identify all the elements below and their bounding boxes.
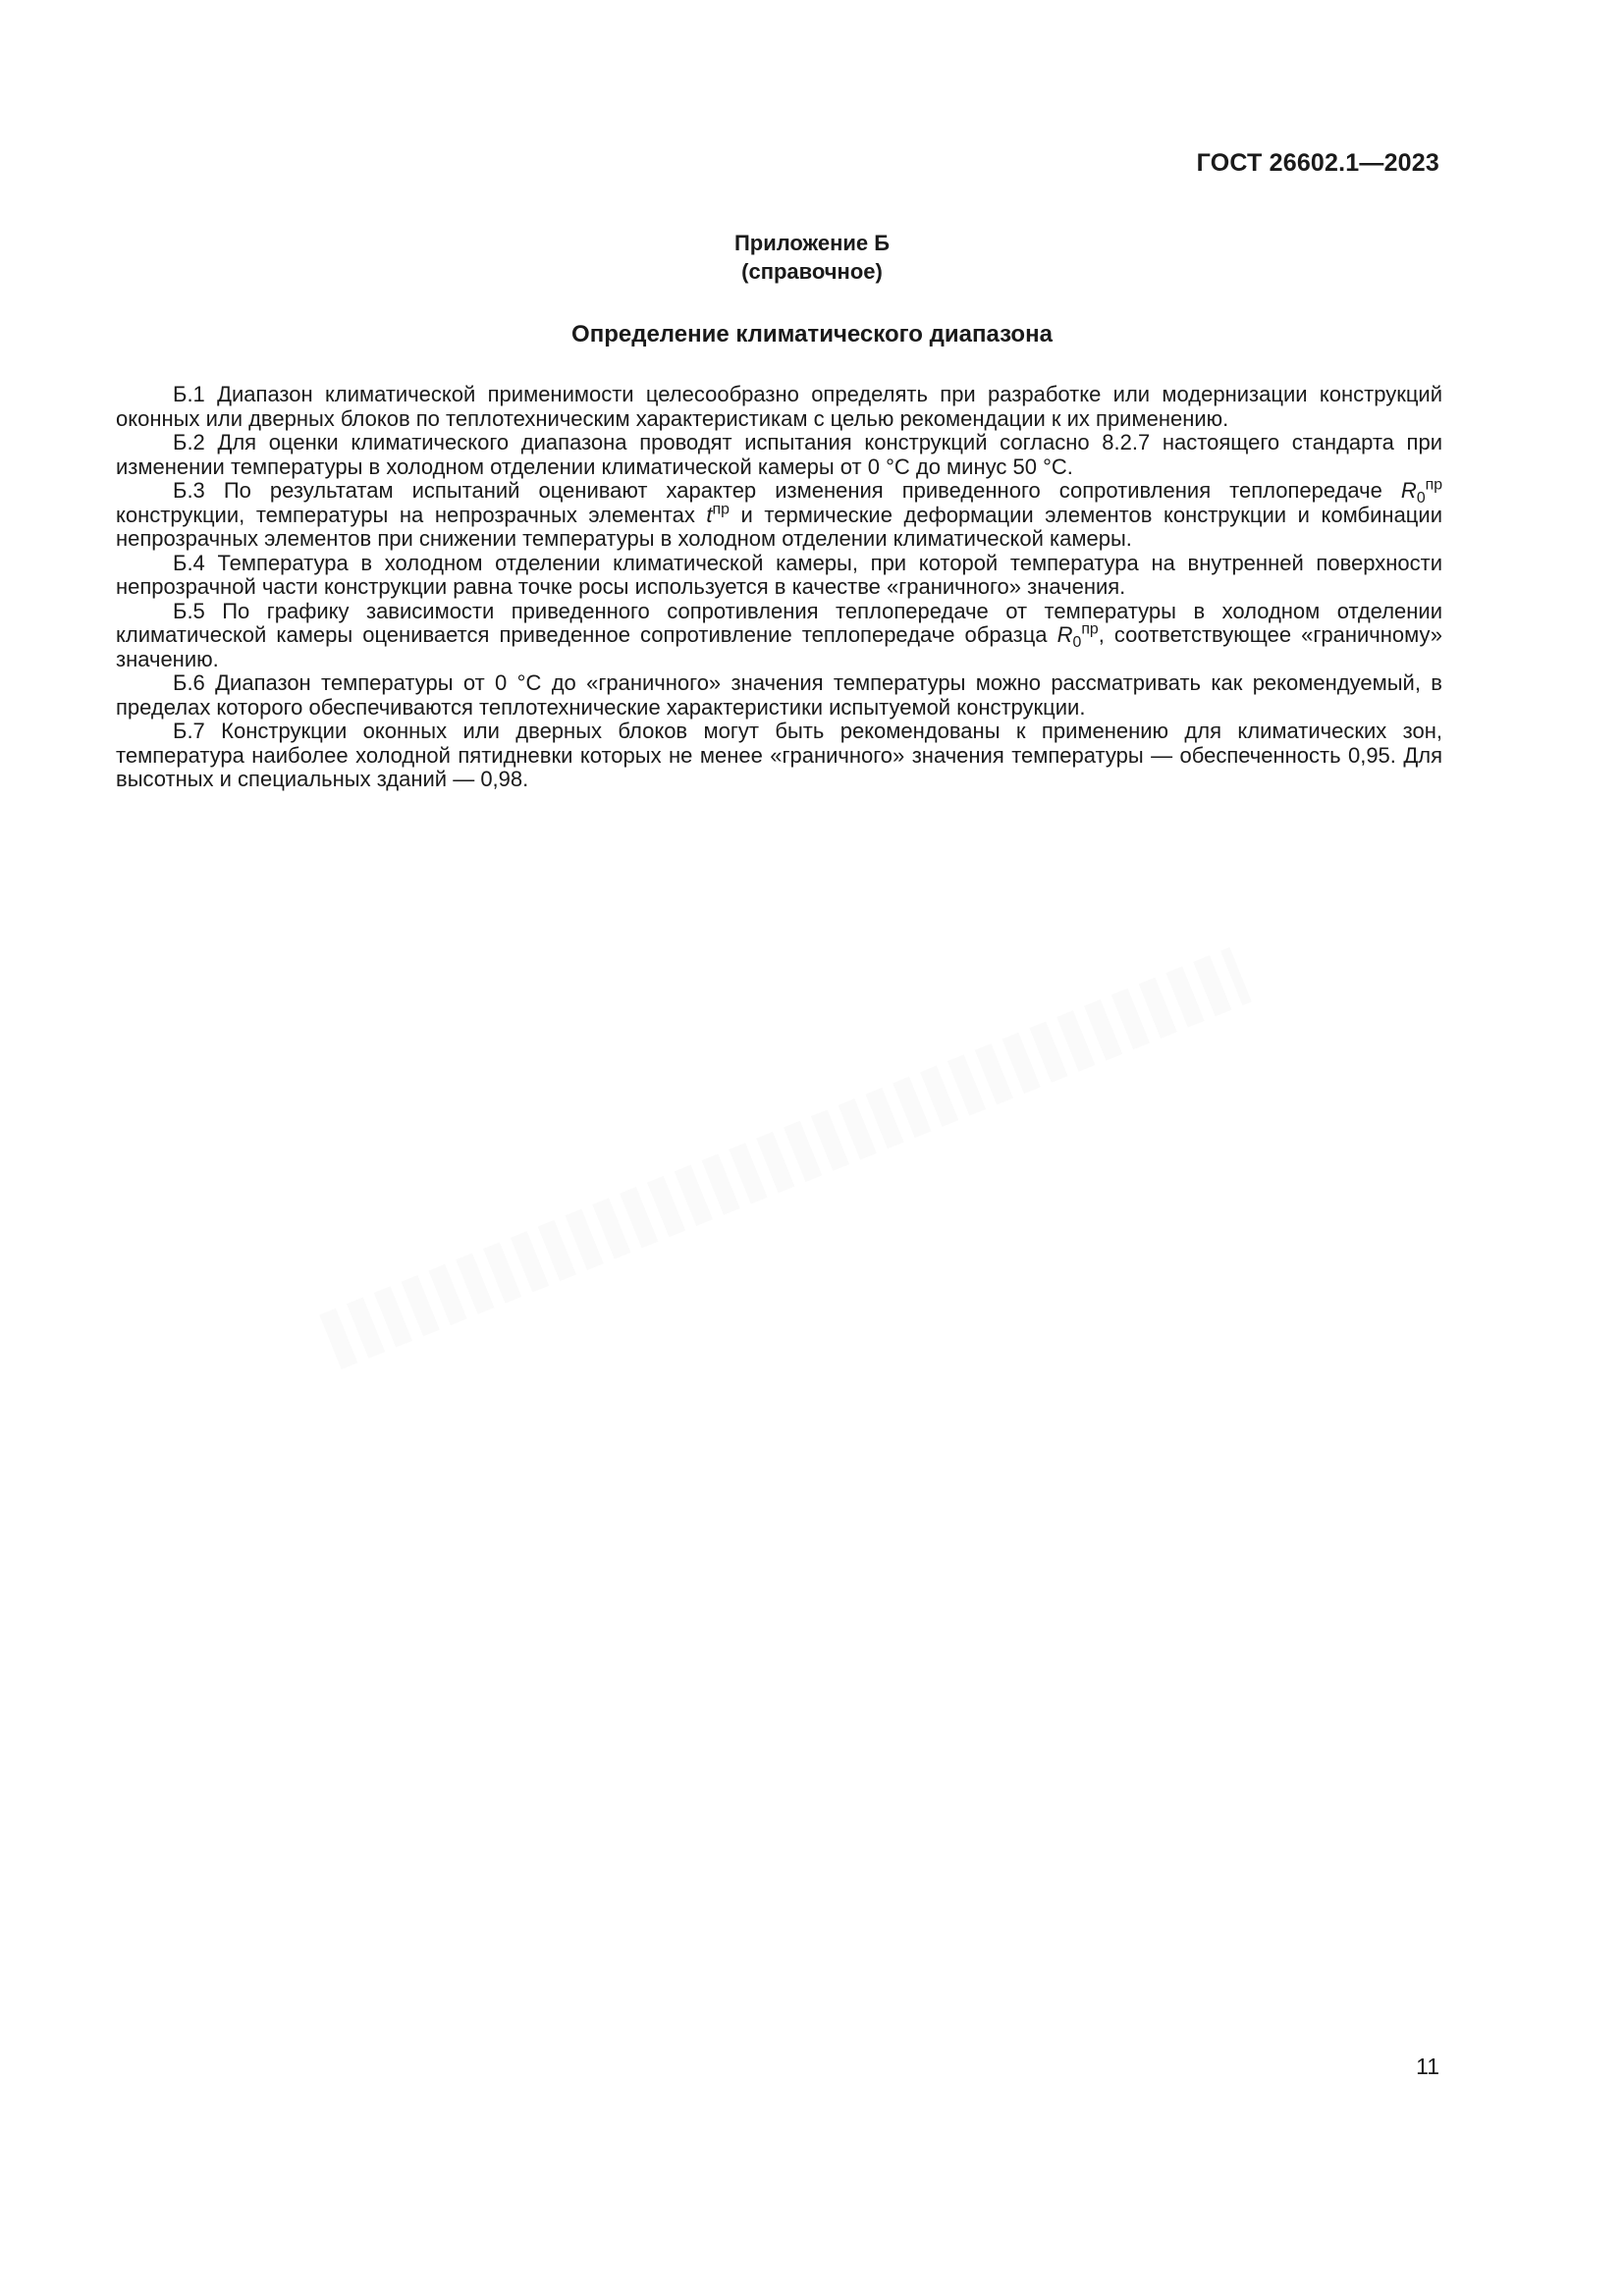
background-watermark: [319, 947, 1252, 1369]
paragraph-b5-part1: Б.5 По графику зависимости приведенного сопротивления теплопередаче от температуры в холодном отделении климатической камеры оценивается приведенное сопротивление теплопередаче образца: [116, 598, 1442, 647]
paragraph-b1: Б.1 Диапазон климатической применимости целесообразно определять при разработке или модернизации конструкций оконных или дверных блоков по теплотехническим характеристикам с целью рекомендации к их применению.: [116, 382, 1442, 431]
paragraph-b7: Б.7 Конструкции оконных или дверных блоков могут быть рекомендованы к применению для климатических зон, температура наиболее холодной пятидневки которых не менее «граничного» значения температуры — обеспеченность 0,95. Для высотных и специальных зданий — 0,98.: [116, 719, 1442, 791]
paragraph-b6: Б.6 Диапазон температуры от 0 °С до «граничного» значения температуры можно рассматривать как рекомендуемый, в пределах которого обеспечиваются теплотехнические характеристики испытуемой конструкции.: [116, 670, 1442, 720]
paragraph-b3-part2: конструкции, температуры на непрозрачных элементах: [116, 502, 695, 527]
paragraph-b4: Б.4 Температура в холодном отделении климатической камеры, при которой температура на внутренней поверхности непрозрачной части конструкции равна точке росы используется в качестве «граничного» значения.: [116, 550, 1442, 599]
paragraph-b5-part2: , соответствующее «граничному» значению.: [116, 622, 1442, 671]
symbol-r0-pr: $R_0^{пр}$: [1400, 476, 1442, 507]
section-title: Определение климатического диапазона: [571, 321, 1053, 347]
page-number: 11: [1416, 2054, 1439, 2079]
paragraph-b3-part3: и термические деформации элементов конструкции и комбинации непрозрачных элементов при снижении температуры в холодном отделении климатической камеры.: [116, 502, 1442, 551]
annex-title: Приложение Б: [733, 231, 891, 255]
annex-heading: [0, 229, 1624, 286]
symbol-t-pr: $t^{пр}$: [706, 500, 730, 527]
body-text: [116, 383, 1442, 792]
document-code: ГОСТ 26602.1—2023: [1196, 149, 1439, 177]
paragraph-b3: [116, 476, 1442, 552]
symbol-r0-pr: $R_0^{пр}$: [1056, 620, 1099, 651]
paragraph-b2: Б.2 Для оценки климатического диапазона проводят испытания конструкций согласно 8.2.7 настоящего стандарта при изменении температуры в холодном отделении климатической камеры от 0 °С до минус 50 °С.: [116, 430, 1442, 479]
annex-status: (справочное): [741, 259, 883, 284]
paragraph-b5: [116, 600, 1442, 672]
paragraph-b3-part1: Б.3 По результатам испытаний оценивают характер изменения приведенного сопротивления теплопередаче: [173, 478, 1382, 503]
